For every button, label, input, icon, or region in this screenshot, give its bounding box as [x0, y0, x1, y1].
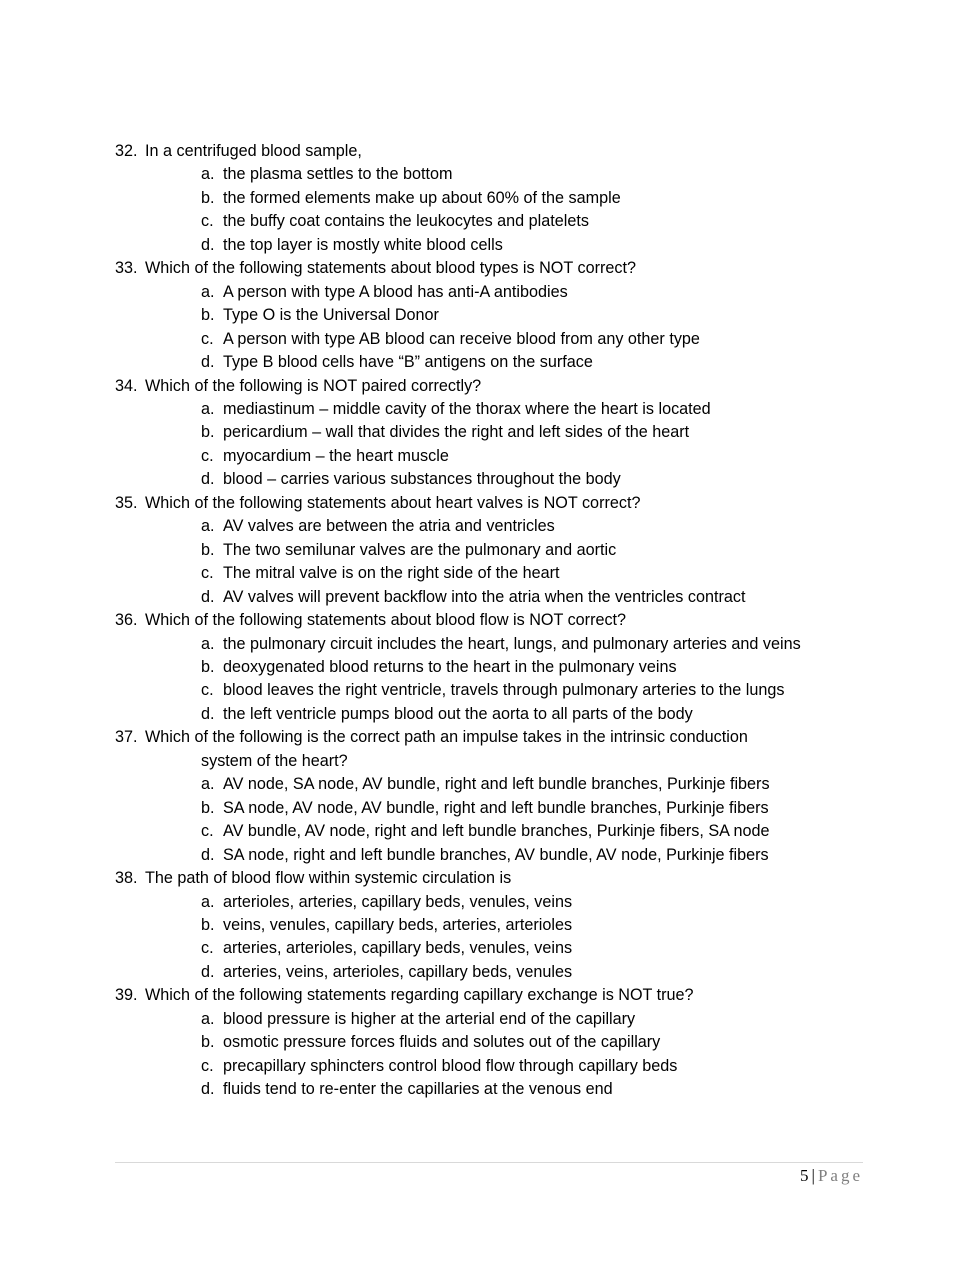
choice-letter: d.	[201, 1080, 215, 1099]
answer-choices	[115, 515, 875, 609]
answer-choice	[115, 679, 875, 702]
question-text: Which of the following is the correct path an impulse takes in the intrinsic conduction	[145, 728, 748, 747]
question-stem	[115, 609, 875, 632]
question-text: Which of the following statements about blood types is NOT correct?	[145, 259, 636, 278]
answer-choices	[115, 891, 875, 985]
answer-choice	[115, 1055, 875, 1078]
question-text: Which of the following is NOT paired correctly?	[145, 376, 482, 395]
footer-separator: |	[811, 1166, 815, 1185]
choice-letter: d.	[201, 962, 215, 981]
answer-choice	[115, 328, 875, 351]
choice-text: The mitral valve is on the right side of the heart	[223, 564, 560, 583]
choice-letter: a.	[201, 517, 215, 536]
choice-text: myocardium – the heart muscle	[223, 446, 449, 465]
answer-choice	[115, 468, 875, 491]
question-stem	[115, 726, 875, 749]
choice-text: the buffy coat contains the leukocytes and platelets	[223, 212, 589, 231]
question-item	[115, 257, 875, 374]
answer-choice	[115, 562, 875, 585]
answer-choice	[115, 351, 875, 374]
choice-text: deoxygenated blood returns to the heart in the pulmonary veins	[223, 657, 677, 676]
answer-choice	[115, 891, 875, 914]
choice-text: Type B blood cells have “B” antigens on the surface	[223, 353, 593, 372]
question-item	[115, 375, 875, 492]
choice-letter: c.	[201, 681, 214, 700]
page-footer	[800, 1164, 863, 1188]
page-label: Page	[817, 1166, 863, 1185]
answer-choice	[115, 163, 875, 186]
question-number: 35.	[115, 493, 138, 512]
answer-choice	[115, 234, 875, 257]
question-number: 37.	[115, 728, 138, 747]
question-number: 34.	[115, 376, 138, 395]
choice-letter: b.	[201, 798, 215, 817]
choice-letter: a.	[201, 165, 215, 184]
choice-text: SA node, right and left bundle branches, AV bundle, AV node, Purkinje fibers	[223, 845, 769, 864]
answer-choice	[115, 703, 875, 726]
answer-choices	[115, 398, 875, 492]
question-number: 38.	[115, 869, 138, 888]
choice-letter: a.	[201, 775, 215, 794]
choice-letter: d.	[201, 235, 215, 254]
choice-letter: d.	[201, 587, 215, 606]
choice-letter: b.	[201, 306, 215, 325]
choice-text: veins, venules, capillary beds, arteries, arterioles	[223, 915, 573, 934]
choice-letter: b.	[201, 915, 215, 934]
question-text: Which of the following statements about heart valves is NOT correct?	[145, 493, 641, 512]
answer-choice	[115, 398, 875, 421]
choice-text: precapillary sphincters control blood flow through capillary beds	[223, 1056, 678, 1075]
question-item	[115, 609, 875, 726]
question-item	[115, 867, 875, 984]
choice-text: AV valves will prevent backflow into the atria when the ventricles contract	[223, 587, 746, 606]
choice-text: arteries, arterioles, capillary beds, venules, veins	[223, 939, 573, 958]
choice-letter: c.	[201, 329, 214, 348]
choice-letter: c.	[201, 212, 214, 231]
question-text: Which of the following statements regarding capillary exchange is NOT true?	[145, 986, 694, 1005]
choice-text: A person with type AB blood can receive blood from any other type	[223, 329, 700, 348]
choice-letter: c.	[201, 822, 214, 841]
answer-choice	[115, 633, 875, 656]
choice-text: the pulmonary circuit includes the heart, lungs, and pulmonary arteries and veins	[223, 634, 801, 653]
answer-choice	[115, 844, 875, 867]
answer-choice	[115, 445, 875, 468]
question-stem	[115, 257, 875, 280]
answer-choice	[115, 656, 875, 679]
question-number: 32.	[115, 142, 138, 160]
choice-text: blood – carries various substances throughout the body	[223, 470, 621, 489]
choice-text: The two semilunar valves are the pulmonary and aortic	[223, 540, 617, 559]
question-number: 33.	[115, 259, 138, 278]
choice-text: osmotic pressure forces fluids and solutes out of the capillary	[223, 1033, 661, 1052]
choice-text: Type O is the Universal Donor	[223, 306, 439, 325]
page-number: 5	[800, 1166, 809, 1185]
answer-choice	[115, 1008, 875, 1031]
choice-letter: a.	[201, 892, 215, 911]
answer-choice	[115, 937, 875, 960]
answer-choice	[115, 515, 875, 538]
choice-letter: a.	[201, 1009, 215, 1028]
answer-choice	[115, 820, 875, 843]
choice-letter: d.	[201, 845, 215, 864]
answer-choice	[115, 797, 875, 820]
answer-choice	[115, 773, 875, 796]
choice-letter: a.	[201, 634, 215, 653]
question-stem	[115, 984, 875, 1007]
choice-letter: d.	[201, 470, 215, 489]
answer-choice	[115, 210, 875, 233]
choice-text: fluids tend to re-enter the capillaries at the venous end	[223, 1080, 613, 1099]
choice-letter: d.	[201, 704, 215, 723]
choice-text: blood pressure is higher at the arterial end of the capillary	[223, 1009, 636, 1028]
answer-choices	[115, 163, 875, 257]
choice-letter: d.	[201, 353, 215, 372]
answer-choice	[115, 539, 875, 562]
choice-text: the left ventricle pumps blood out the aorta to all parts of the body	[223, 704, 693, 723]
answer-choice	[115, 1031, 875, 1054]
question-number: 39.	[115, 986, 138, 1005]
choice-letter: c.	[201, 939, 214, 958]
question-text: In a centrifuged blood sample,	[145, 142, 362, 160]
answer-choice	[115, 281, 875, 304]
answer-choice	[115, 421, 875, 444]
choice-text: pericardium – wall that divides the right and left sides of the heart	[223, 423, 690, 442]
answer-choices	[115, 773, 875, 867]
answer-choices	[115, 281, 875, 375]
choice-text: AV valves are between the atria and ventricles	[223, 517, 555, 536]
answer-choice	[115, 586, 875, 609]
answer-choice	[115, 304, 875, 327]
answer-choice	[115, 961, 875, 984]
answer-choices	[115, 633, 875, 727]
question-item	[115, 140, 875, 257]
choice-letter: b.	[201, 657, 215, 676]
footer-divider	[115, 1162, 863, 1163]
choice-letter: b.	[201, 1033, 215, 1052]
question-stem	[115, 140, 875, 163]
question-list	[115, 140, 875, 1102]
answer-choices	[115, 1008, 875, 1102]
choice-text: arteries, veins, arterioles, capillary beds, venules	[223, 962, 573, 981]
question-stem	[115, 375, 875, 398]
choice-text: mediastinum – middle cavity of the thorax where the heart is located	[223, 399, 711, 418]
question-item	[115, 984, 875, 1101]
choice-text: blood leaves the right ventricle, travels through pulmonary arteries to the lungs	[223, 681, 785, 700]
choice-text: A person with type A blood has anti-A antibodies	[223, 282, 568, 301]
question-text: Which of the following statements about blood flow is NOT correct?	[145, 611, 627, 630]
answer-choice	[115, 1078, 875, 1101]
choice-text: the top layer is mostly white blood cells	[223, 235, 503, 254]
question-stem	[115, 492, 875, 515]
choice-text: SA node, AV node, AV bundle, right and left bundle branches, Purkinje fibers	[223, 798, 769, 817]
choice-letter: b.	[201, 540, 215, 559]
question-item	[115, 726, 875, 867]
choice-letter: c.	[201, 564, 214, 583]
question-text: The path of blood flow within systemic circulation is	[145, 869, 512, 888]
choice-text: the plasma settles to the bottom	[223, 165, 453, 184]
question-item	[115, 492, 875, 609]
choice-letter: b.	[201, 188, 215, 207]
answer-choice	[115, 187, 875, 210]
choice-text: AV node, SA node, AV bundle, right and left bundle branches, Purkinje fibers	[223, 775, 770, 794]
question-text-continuation: system of the heart?	[201, 751, 348, 770]
question-number: 36.	[115, 611, 138, 630]
choice-text: AV bundle, AV node, right and left bundle branches, Purkinje fibers, SA node	[223, 822, 770, 841]
question-stem	[115, 867, 875, 890]
choice-letter: a.	[201, 399, 215, 418]
choice-text: arterioles, arteries, capillary beds, venules, veins	[223, 892, 573, 911]
choice-letter: c.	[201, 446, 214, 465]
choice-text: the formed elements make up about 60% of the sample	[223, 188, 621, 207]
answer-choice	[115, 914, 875, 937]
choice-letter: c.	[201, 1056, 214, 1075]
choice-letter: b.	[201, 423, 215, 442]
choice-letter: a.	[201, 282, 215, 301]
